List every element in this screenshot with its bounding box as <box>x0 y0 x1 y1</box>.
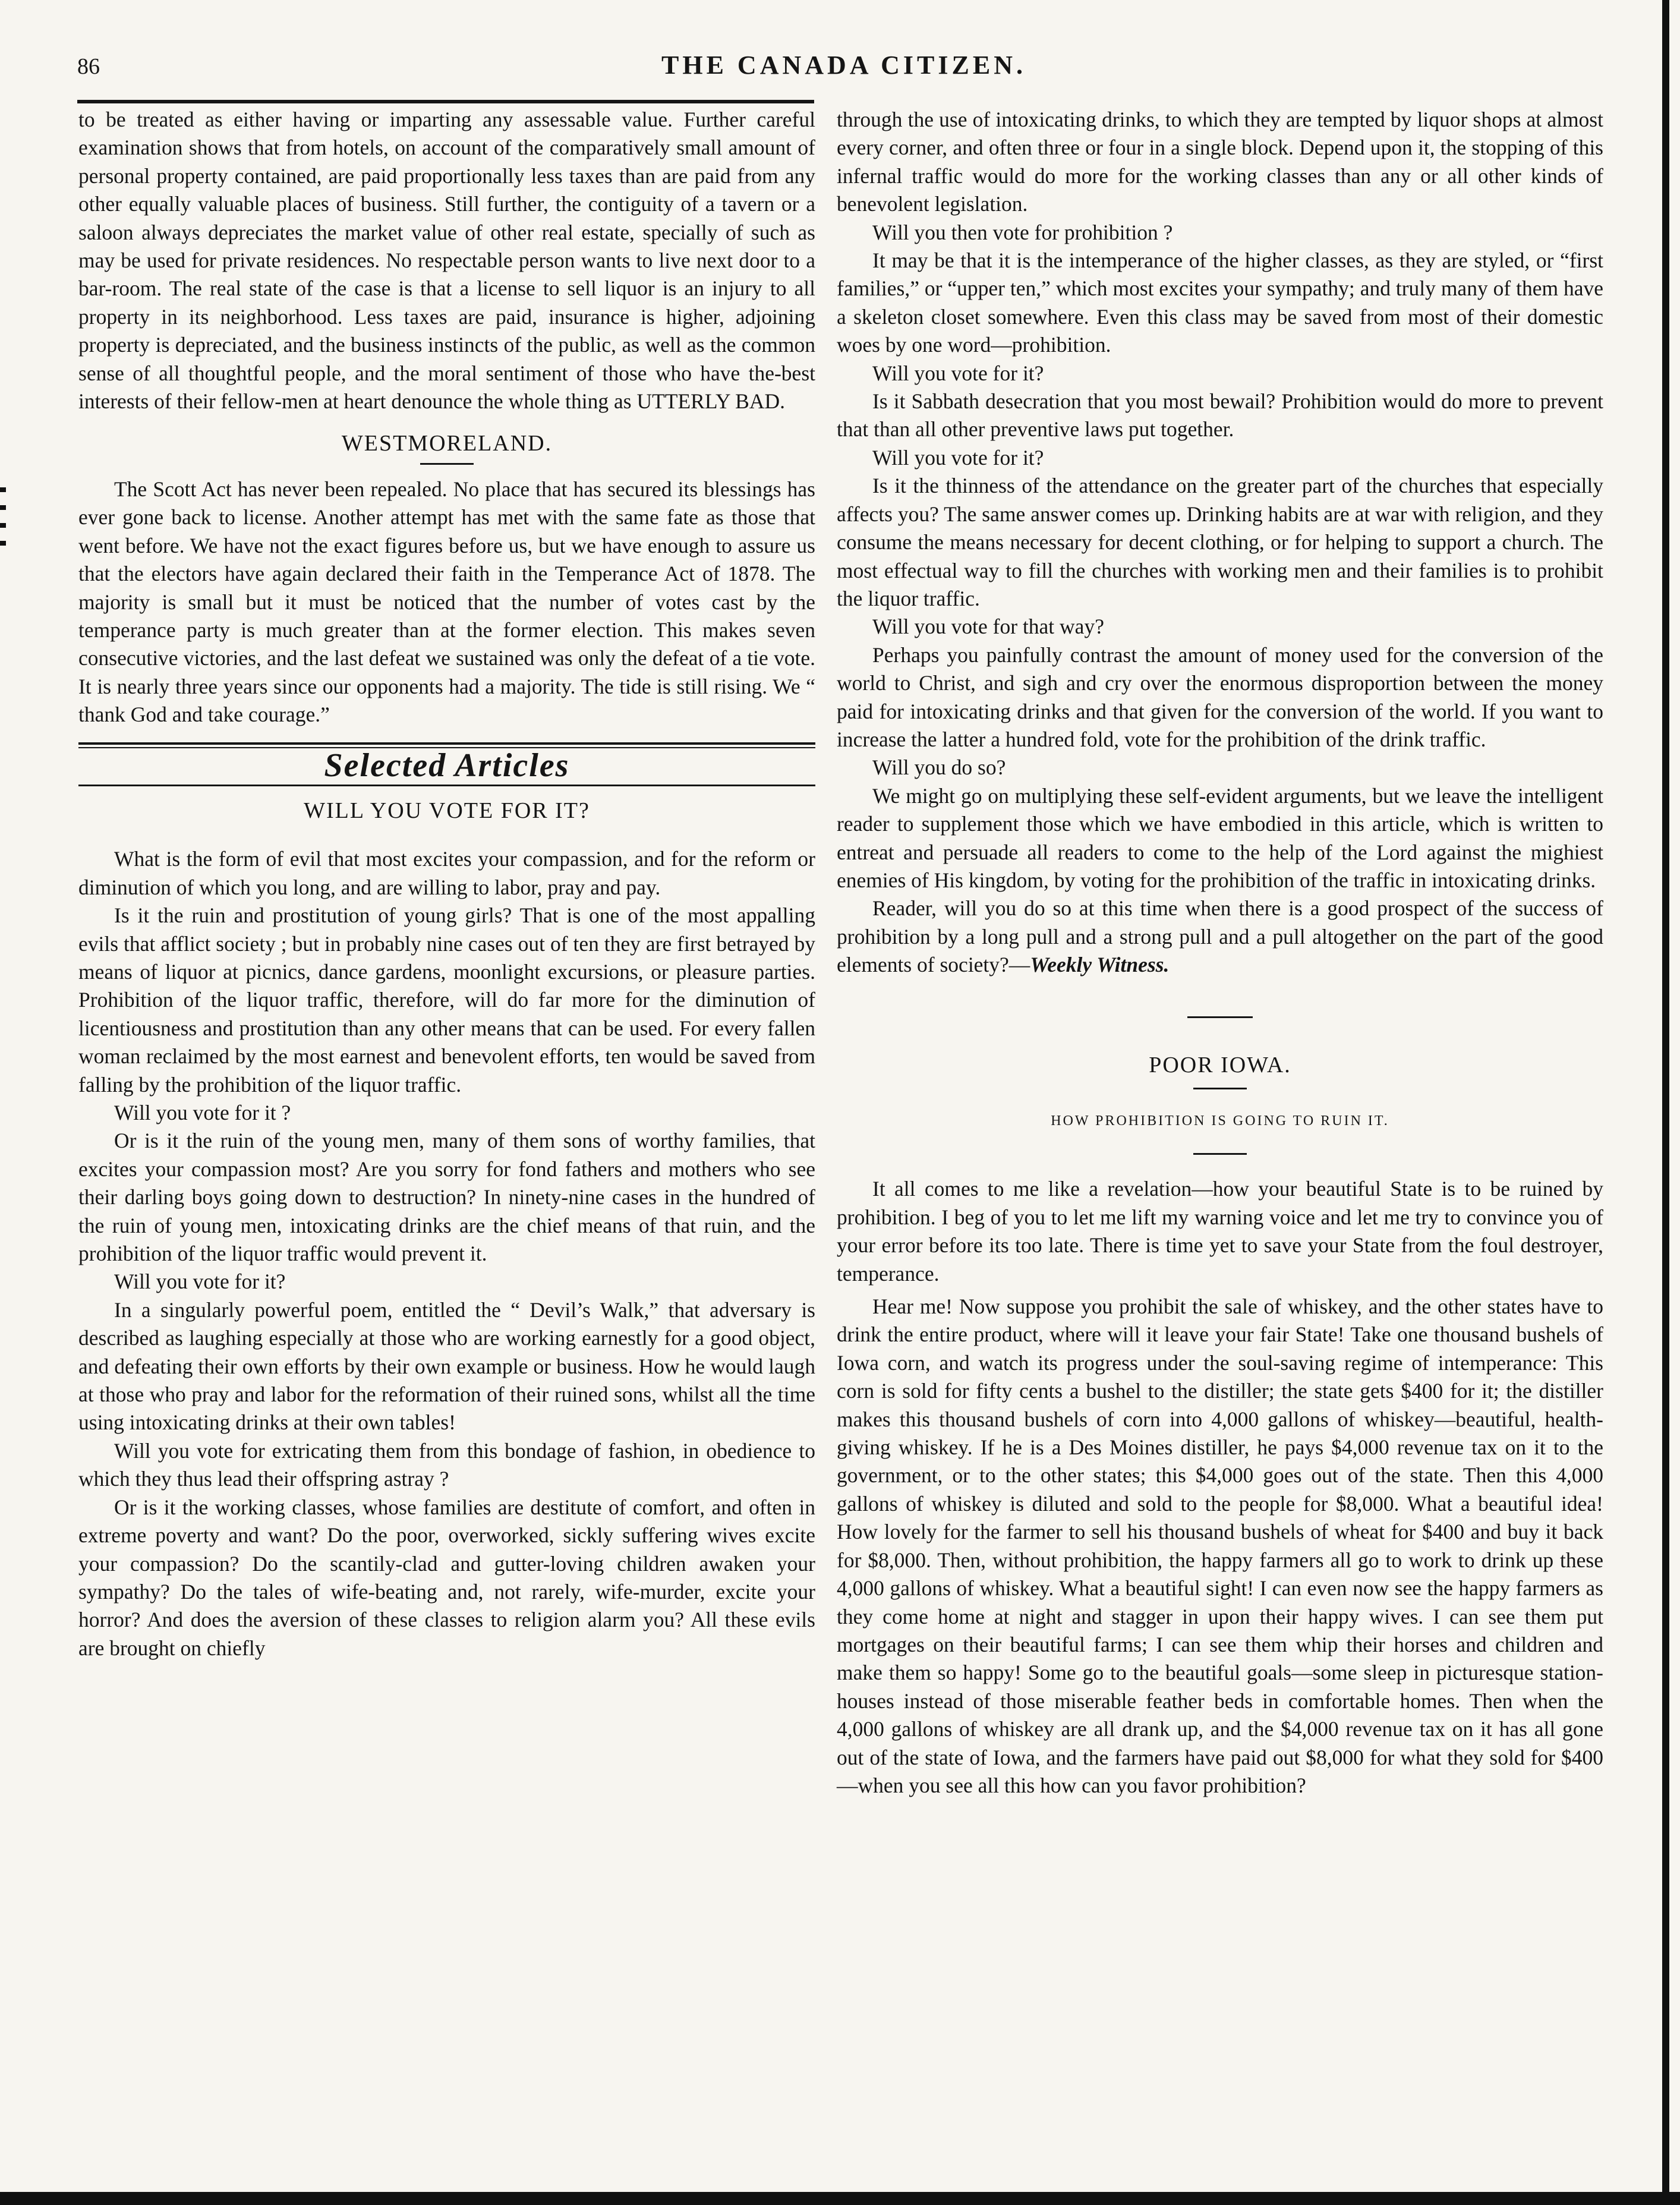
article-paragraph: Perhaps you painfully contrast the amount of money used for the conversion of the world to Christ, and sigh and cry over the enormous disproportion between the money paid for intoxicating drinks and that given for the conversion of the world. If you want to increase the latter a hundred fold, vote for the prohibition of the drink traffic. <box>837 642 1603 751</box>
closing-paragraph <box>837 894 1603 979</box>
right-column <box>837 106 1603 1800</box>
heading-rule <box>420 463 474 465</box>
iowa-heading: POOR IOWA. <box>1149 1052 1291 1078</box>
closing-text: Reader, will you do so at this time when there is a good prospect of the success of prohibition by a long pull and a strong pull and a pull altogether on the part of the good elements of society?— <box>837 896 1603 977</box>
article-paragraph: Will you vote for that way? <box>872 615 1104 639</box>
article-paragraph: In a singularly powerful poem, entitled the “ Devil’s Walk,” that adversary is described as laughing especially at those who are working earnestly for a good object, and defeating their own efforts by their own example or business. How he would laugh at those who pray and labor for the reformation of their ruined sons, whilst all the time using intoxicating drinks at their own tables! <box>78 1297 815 1435</box>
separator-rule <box>1187 1016 1253 1018</box>
article-paragraph: We might go on multiplying these self-evident arguments, but we leave the intelligent reader to supplement those which we have embodied in this article, which is written to entreat and persuade all readers to come to the help of the Lord against the mighiest enemies of His kingdom, by voting for the prohibition of the traffic in intoxicating drinks. <box>837 783 1603 892</box>
page-number: 86 <box>77 54 100 79</box>
page-edge-marks <box>0 487 6 559</box>
article-paragraph: It may be that it is the intemperance of the higher classes, as they are styled, or “first families,” or “upper ten,” which most excites your sympathy; and truly many of them have a skeleton closet somewhere. Even this class may be saved from most of their domestic woes by one word—prohibition. <box>837 248 1603 357</box>
section-title: Selected Articles <box>324 746 570 784</box>
article-paragraph: Will you vote for it? <box>872 445 1044 470</box>
article-paragraph: Will you vote for extricating them from this bondage of fashion, in obedience to which they thus lead their offspring astray ? <box>78 1438 815 1491</box>
section-title-rule <box>78 785 815 786</box>
article-paragraph: Is it Sabbath desecration that you most bewail? Prohibition would do more to prevent that than all other preventive laws put together. <box>837 389 1603 442</box>
article-paragraph: What is the form of evil that most excites your compassion, and for the reform or diminution of which you long, and are willing to labor, pray and pay. <box>78 847 815 899</box>
westmoreland-heading: WESTMORELAND. <box>341 431 553 456</box>
article-paragraph: Will you then vote for prohibition ? <box>872 220 1173 244</box>
section-spacer <box>837 979 1603 1007</box>
iowa-subheading: HOW PROHIBITION IS GOING TO RUIN IT. <box>1051 1113 1389 1129</box>
masthead-title: THE CANADA CITIZEN. <box>661 51 1026 80</box>
article-paragraph: Or is it the ruin of the young men, many of them sons of worthy families, that excites your compassion most? Are you sorry for fond fathers and mothers who see their darling boys going down to destruction? In ninety-nine cases in the hundred of the ruin of young men, intoxicating drinks are the chief means of that ruin, and the prohibition of the liquor traffic would prevent it. <box>78 1129 815 1266</box>
continued-paragraph: to be treated as either having or imparting any assessable value. Further careful examination shows that from hotels, on account of the comparatively small amount of personal property contained, are paid proportionally less taxes than are paid from any other equally valuable places of business. Still further, the contiguity of a tavern or a saloon always depreciates the market value of other real estate, specially of such as may be used for private residences. No respectable person wants to live next door to a bar-room. The real state of the case is that a license to sell liquor is an injury to all property in its neighborhood. Less taxes are paid, insurance is higher, adjoining property is depreciated, and the business instincts of the public, as well as the common sense of all thoughtful people, and the moral sentiment of those who have the-best interests of their fellow-men at heart denounce the whole thing as UTTERLY BAD. <box>78 108 815 414</box>
article-paragraph: Is it the thinness of the attendance on the greater part of the churches that especially affects you? The same answer comes up. Drinking habits are at war with religion, and they consume the means necessary for decent clothing, or for helping to support a church. The most effectual way to fill the churches with working men and their families is to prohibit the liquor traffic. <box>837 474 1603 610</box>
heading-spacer <box>78 825 815 845</box>
section-spacer <box>837 1028 1603 1051</box>
article-paragraph: through the use of intoxicating drinks, to which they are tempted by liquor shops at almost every corner, and often three or four in a single block. Depend upon it, the stopping of this infernal traffic would do more for the working classes than any or all other kinds of benevolent legislation. <box>837 108 1603 216</box>
page-header <box>77 48 1610 101</box>
article-heading: WILL YOU VOTE FOR IT? <box>304 798 590 823</box>
left-column <box>78 106 815 1662</box>
heading-rule <box>1193 1088 1247 1089</box>
page-border-bottom <box>0 2192 1680 2205</box>
article-paragraph: Is it the ruin and prostitution of young girls? That is one of the most appalling evils that afflict society ; but in probably nine cases out of ten they are first betrayed by means of liquor at picnics, dance gardens, moonlight excursions, or pleasure parties. Prohibition of the liquor traffic, therefore, will do far more for the diminution of licentiousness and prostitution than any other means that can be used. For every fallen woman reclaimed by the most earnest and benevolent efforts, ten would be saved from falling by the prohibition of the liquor traffic. <box>78 903 815 1097</box>
article-paragraph: Will you do so? <box>872 755 1006 780</box>
iowa-paragraph: It all comes to me like a revelation—how your beautiful State is to be ruined by prohibition. I beg of you to let me lift my warning voice and let me try to convince you of your error before its too late. There is time yet to save your State from the foul destroyer, temperance. <box>837 1177 1603 1286</box>
article-paragraph: Will you vote for it ? <box>114 1101 291 1124</box>
westmoreland-paragraph: The Scott Act has never been repealed. No place that has secured its blessings has ever gone back to license. Another attempt has met with the same fate as those that went before. We have not the exact figures before us, but we have enough to assure us that the electors have again declared their faith in the Temperance Act of 1878. The majority is small but it must be noticed that the number of votes cast by the temperance party is much greater than at the former election. This makes seven consecutive victories, and the last defeat we sustained was only the defeat of a tie vote. It is nearly three years since our opponents had a majority. The tide is still rising. We “ thank God and take courage.” <box>78 477 815 727</box>
iowa-paragraph: Hear me! Now suppose you prohibit the sale of whiskey, and the other states have to drink the entire product, where will it leave your fair State! Take one thousand bushels of Iowa corn, and watch its progress under the soul-saving regime of intemperance: This corn is sold for fifty cents a bushel to the distiller; the state gets $400 for it; the distiller makes this thousand bushels of corn into 4,000 gallons of whiskey—beautiful, health-giving whiskey. If he is a Des Moines distiller, he pays $4,000 revenue tax on it to the government, or to the other states; this $4,000 goes out of the state. Then this 4,000 gallons of whiskey is diluted and sold to the people for $8,000. What a beautiful idea! How lovely for the farmer to sell his thousand bushels of wheat for $400 and buy it back for $8,000. Then, without prohibition, the happy farmers all go to work to drink up these 4,000 gallons of whiskey. What a beautiful sight! I can even now see the happy farmers as they come home at night and stagger in upon their happy wives. I can see them put mortgages on their beautiful farms; I can see them whip their horses and children and make them so happy! Some go to the beautiful goals—some sleep in picturesque station-houses instead of those miserable feather beds in comfortable homes. Then when the 4,000 gallons of whiskey are all drank up, and the $4,000 revenue tax on it has all gone out of the state of Iowa, and the farmers have paid out $8,000 for what they sold for $400—when you see all this how can you favor prohibition? <box>837 1294 1603 1797</box>
header-rule <box>77 100 814 103</box>
article-paragraph: Or is it the working classes, whose families are destitute of comfort, and often in extreme poverty and want? Do the poor, overworked, sickly suffering wives excite your compassion? Do the scantily-clad and gutter-loving children awaken your sympathy? Do the tales of wife-beating and, not rarely, wife-murder, excite your horror? And does the aversion of these classes to religion alarm you? All these evils are brought on chiefly <box>78 1495 815 1660</box>
heading-rule <box>1193 1153 1247 1155</box>
source-credit: Weekly Witness. <box>1030 953 1170 977</box>
article-paragraph: Will you vote for it? <box>114 1270 286 1294</box>
page-border-right <box>1662 0 1669 2205</box>
article-paragraph: Will you vote for it? <box>872 361 1044 385</box>
